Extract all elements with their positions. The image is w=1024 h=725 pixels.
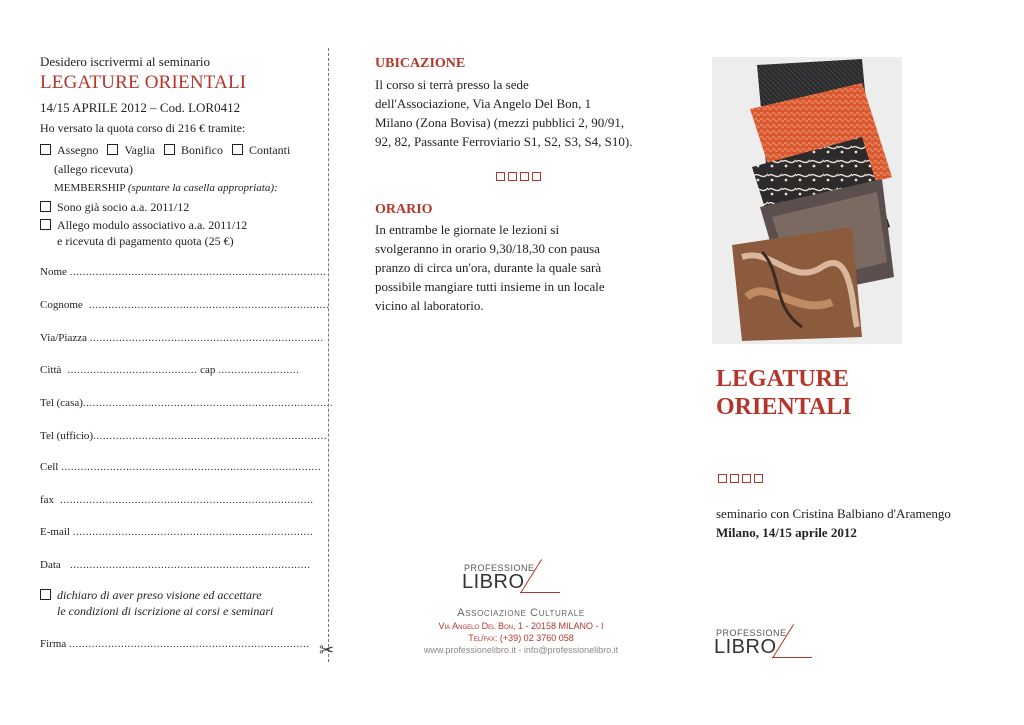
option-contanti: Contanti <box>249 143 291 157</box>
cover-seminar: seminario con Cristina Balbiano d'Aramengo <box>716 506 951 521</box>
cover-title-line1: LEGATURE <box>716 366 849 392</box>
logo-top-text: PROFESSIONE <box>716 628 787 638</box>
payment-options <box>40 143 296 158</box>
field-data-label: Data <box>40 559 61 571</box>
bound-books-illustration <box>712 57 902 344</box>
logo-top-text: PROFESSIONE <box>464 563 535 573</box>
association-contact[interactable]: www.professionelibro.it - info@professionelibro.it <box>423 645 619 655</box>
cut-line <box>328 48 329 662</box>
member-option-1-label: Sono già socio a.a. 2011/12 <box>57 200 190 214</box>
checkbox-assegno[interactable] <box>40 144 51 155</box>
field-cell[interactable]: Cell ................................................................................ <box>40 461 322 473</box>
option-assegno: Assegno <box>57 143 99 157</box>
field-email-label: E-mail <box>40 526 70 538</box>
cover-photo <box>712 57 902 344</box>
field-via-label: Via/Piazza <box>40 332 87 344</box>
field-cap-label: cap <box>200 364 216 376</box>
checkbox-vaglia[interactable] <box>107 144 118 155</box>
member-option-2-label: Allego modulo associativo a.a. 2011/12 <box>57 218 248 232</box>
checkbox-contanti[interactable] <box>232 144 243 155</box>
location-line: 92, 82, Passante Ferroviario S1, S2, S3, S4, S10). <box>375 134 633 149</box>
schedule-line: vicino al laboratorio. <box>375 298 484 313</box>
decorative-squares <box>496 172 544 184</box>
option-bonifico: Bonifico <box>181 143 223 157</box>
field-cognome[interactable]: Cognome .......................................................................... <box>40 299 330 311</box>
consent-line <box>40 588 262 603</box>
checkbox-consent[interactable] <box>40 589 51 600</box>
location-line: Il corso si terrà presso la sede <box>375 77 529 92</box>
logo-professione-libro <box>462 553 572 595</box>
logo-main-text: LIBRO <box>714 636 777 658</box>
schedule-line: pranzo di circa un'ora, durante la quale sarà <box>375 260 602 275</box>
association-name: Associazione Culturale <box>457 607 585 619</box>
cover-title <box>716 365 852 421</box>
field-fax[interactable]: fax .............................................................................. <box>40 494 314 506</box>
schedule-line: possibile mangiare tutti insieme in un locale <box>375 279 605 294</box>
field-via[interactable]: Via/Piazza ........................................................................ <box>40 332 324 344</box>
member-option-2-line2: e ricevuta di pagamento quota (25 €) <box>57 234 234 248</box>
membership-hint: (spuntare la casella appropriata): <box>127 182 278 194</box>
association-address: Via Angelo Del Bon, 1 - 20158 MILANO - I <box>438 621 604 631</box>
logo-professione-libro-cover <box>714 618 824 660</box>
field-firma-label: Firma <box>40 638 67 650</box>
field-email[interactable]: E-mail .......................................................................... <box>40 526 314 538</box>
schedule-line: In entrambe le giornate le lezioni si <box>375 222 560 237</box>
field-firma[interactable]: Firma .......................................................................... <box>40 638 310 650</box>
logo-main-text: LIBRO <box>462 571 525 593</box>
checkbox-bonifico[interactable] <box>164 144 175 155</box>
cover-place-date: Milano, 14/15 aprile 2012 <box>716 525 857 540</box>
field-tel-casa[interactable]: Tel (casa)............................................................................. <box>40 397 334 409</box>
consent-text-1: dichiaro di aver preso visione ed accettare <box>57 588 262 602</box>
field-tel-casa-label: Tel (casa) <box>40 397 83 409</box>
form-quota: Ho versato la quota corso di 216 € tramite: <box>40 121 246 135</box>
field-data[interactable]: Data .......................................................................... <box>40 559 311 571</box>
field-cognome-label: Cognome <box>40 299 83 311</box>
scissors-icon: ✂ <box>319 640 335 660</box>
member-option-1 <box>40 200 189 215</box>
consent-text-2: le condizioni di iscrizione ai corsi e seminari <box>57 604 274 618</box>
location-line: dell'Associazione, Via Angelo Del Bon, 1 <box>375 96 592 111</box>
association-phone: Tel/fax: (+39) 02 3760 058 <box>468 633 574 643</box>
location-line: Milano (Zona Bovisa) (mezzi pubblici 2, 90/91, <box>375 115 625 130</box>
membership-label: MEMBERSHIP <box>54 182 126 194</box>
checkbox-member-1[interactable] <box>40 201 51 212</box>
field-nome[interactable]: Nome ............................................................................... <box>40 266 327 278</box>
form-intro: Desidero iscrivermi al seminario <box>40 54 211 69</box>
field-tel-ufficio[interactable]: Tel (ufficio)........................................................................ <box>40 430 328 442</box>
location-text <box>375 75 675 151</box>
schedule-line: svolgeranno in orario 9,30/18,30 con pausa <box>375 241 600 256</box>
field-tel-ufficio-label: Tel (ufficio) <box>40 430 94 442</box>
checkbox-member-2[interactable] <box>40 219 51 230</box>
cover-title-line2: ORIENTALI <box>716 394 852 420</box>
form-dates: 14/15 APRILE 2012 – Cod. LOR0412 <box>40 100 241 115</box>
membership-line <box>54 182 278 194</box>
decorative-squares-cover <box>718 474 766 486</box>
schedule-text <box>375 220 675 315</box>
option-vaglia: Vaglia <box>124 143 155 157</box>
field-fax-label: fax <box>40 494 55 506</box>
field-citta[interactable]: Città ........................................ cap ......................... <box>40 364 300 376</box>
form-title: LEGATURE ORIENTALI <box>40 72 247 93</box>
receipt-note: (allego ricevuta) <box>54 162 133 176</box>
member-option-2 <box>40 218 247 233</box>
field-citta-label: Città <box>40 364 62 376</box>
schedule-heading: ORARIO <box>375 202 433 217</box>
field-nome-label: Nome <box>40 266 67 278</box>
field-cell-label: Cell <box>40 461 59 473</box>
location-heading: UBICAZIONE <box>375 56 466 71</box>
